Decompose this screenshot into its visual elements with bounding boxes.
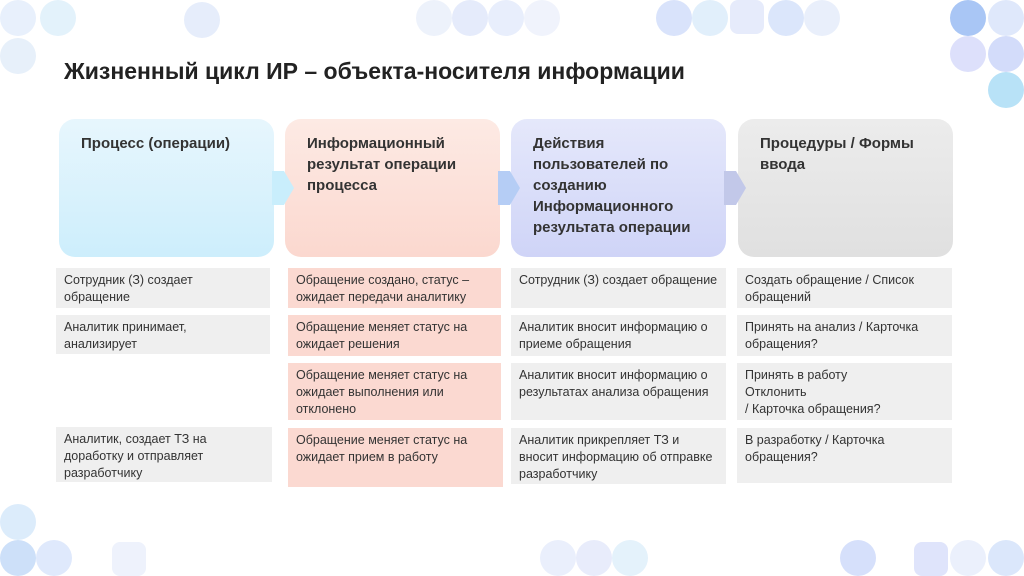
- decor-circle: [950, 540, 986, 576]
- decor-circle: [988, 72, 1024, 108]
- procedures-cell: Принять на анализ / Карточка обращения?: [737, 315, 952, 356]
- result-cell: Обращение меняет статус на ожидает решения: [288, 315, 501, 356]
- decor-square: [914, 542, 948, 576]
- decor-circle: [576, 540, 612, 576]
- decor-circle: [612, 540, 648, 576]
- decor-circle: [0, 540, 36, 576]
- decor-circle: [0, 38, 36, 74]
- result-cell: Обращение меняет статус на ожидает выполнения или отклонено: [288, 363, 501, 420]
- procedures-cell: В разработку / Карточка обращения?: [737, 428, 952, 483]
- header-result: Информационный результат операции процесса: [285, 119, 500, 257]
- decor-circle: [0, 0, 36, 36]
- decor-circle: [950, 36, 986, 72]
- header-actions: Действия пользователей по созданию Информационного результата операции: [511, 119, 726, 257]
- actions-cell: Сотрудник (З) создает обращение: [511, 268, 726, 308]
- decor-circle: [804, 0, 840, 36]
- actions-cell: Аналитик вносит информацию о результатах анализа обращения: [511, 363, 726, 420]
- process-cell: Сотрудник (З) создает обращение: [56, 268, 270, 308]
- chevron-right-icon: [724, 171, 746, 205]
- decor-circle: [988, 36, 1024, 72]
- actions-cell: Аналитик прикрепляет ТЗ и вносит информацию об отправке разработчику: [511, 428, 726, 484]
- decor-circle: [40, 0, 76, 36]
- decor-square: [112, 542, 146, 576]
- decor-circle: [524, 0, 560, 36]
- decor-circle: [540, 540, 576, 576]
- decor-circle: [0, 504, 36, 540]
- procedures-cell: Создать обращение / Список обращений: [737, 268, 952, 308]
- procedures-cell: Принять в работу Отклонить / Карточка обращения?: [737, 363, 952, 420]
- actions-cell: Аналитик вносит информацию о приеме обращения: [511, 315, 726, 356]
- result-cell: Обращение создано, статус – ожидает передачи аналитику: [288, 268, 501, 308]
- decor-circle: [840, 540, 876, 576]
- decor-circle: [36, 540, 72, 576]
- decor-circle: [452, 0, 488, 36]
- process-cell: Аналитик, создает ТЗ на доработку и отправляет разработчику: [56, 427, 272, 482]
- decor-circle: [768, 0, 804, 36]
- decor-circle: [692, 0, 728, 36]
- header-procedures: Процедуры / Формы ввода: [738, 119, 953, 257]
- header-process: Процесс (операции): [59, 119, 274, 257]
- decor-square: [730, 0, 764, 34]
- process-cell: Аналитик принимает, анализирует: [56, 315, 270, 354]
- result-cell: Обращение меняет статус на ожидает прием в работу: [288, 428, 503, 487]
- page-title: Жизненный цикл ИР – объекта-носителя информации: [64, 58, 685, 84]
- decor-circle: [416, 0, 452, 36]
- chevron-right-icon: [272, 171, 294, 205]
- decor-circle: [988, 0, 1024, 36]
- chevron-right-icon: [498, 171, 520, 205]
- decor-circle: [988, 540, 1024, 576]
- decor-circle: [184, 2, 220, 38]
- decor-circle: [950, 0, 986, 36]
- decor-circle: [488, 0, 524, 36]
- decor-circle: [656, 0, 692, 36]
